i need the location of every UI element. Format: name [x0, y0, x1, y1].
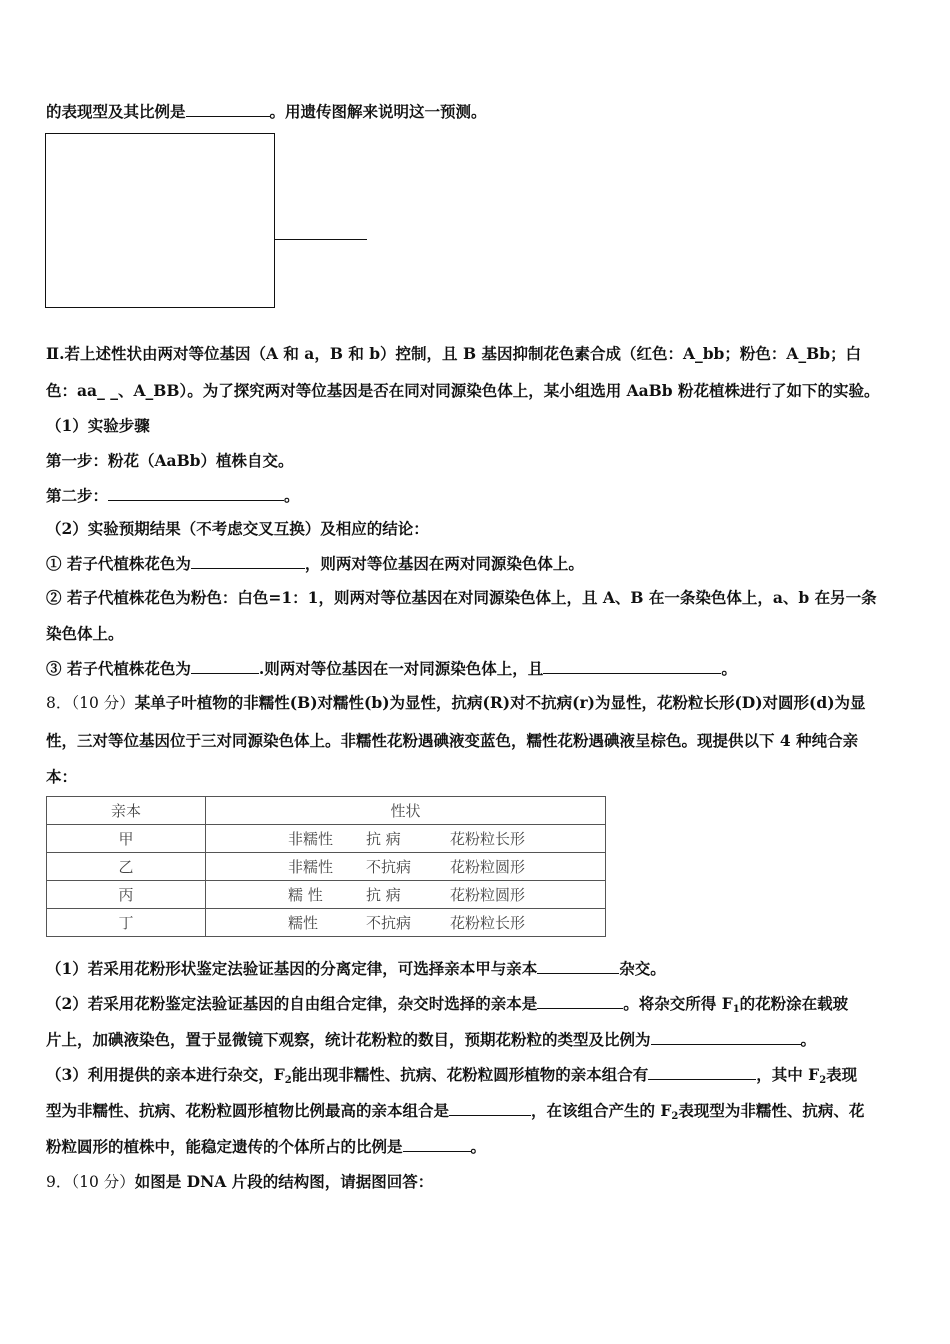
answer-blank[interactable] — [449, 1100, 531, 1116]
part2-intro-line1: Ⅱ.若上述性状由两对等位基因（A 和 a，B 和 b）控制，且 B 基因抑制花色素合成（红色：A_bb；粉色：A_Bb；白 — [46, 344, 862, 363]
q8-sub1: （1）若采用花粉形状鉴定法验证基因的分离定律，可选择亲本甲与亲本 杂交。 — [46, 959, 666, 978]
genetic-diagram-box[interactable] — [45, 133, 275, 308]
answer-blank[interactable] — [537, 958, 619, 974]
question-score: （10 分） — [71, 1173, 135, 1191]
q8-sub3-line1: （3）利用提供的亲本进行杂交，$F_2$能出现非糯性、抗病、花粉粒圆形植物的亲本组合有 ，其中 $F_2$表现 — [46, 1065, 858, 1086]
q8-line2: 性，三对等位基因位于三对同源染色体上。非糯性花粉遇碘液变蓝色，糯性花粉遇碘液呈棕色。现提供以下 4 种纯合亲 — [46, 731, 859, 750]
q8-sub2-line1: （2）若采用花粉鉴定法验证基因的自由组合定律，杂交时选择的亲本是 。将杂交所得 $F_1$的花粉涂在载玻 — [46, 994, 849, 1015]
question-number: 9． — [46, 1173, 72, 1191]
step2: 第二步： 。 — [46, 486, 300, 505]
table-row: 甲 非糯性 抗 病 花粉粒长形 — [47, 825, 606, 853]
step-heading: （1）实验步骤 — [46, 416, 150, 435]
answer-blank[interactable] — [648, 1064, 756, 1080]
table-row: 乙 非糯性 不抗病 花粉粒圆形 — [47, 853, 606, 881]
q8-line1: 8．（10 分）某单子叶植物的非糯性(B)对糯性(b)为显性，抗病(R)对不抗病(r)为显性，花粉粒长形(D)对圆形(d)为显 — [46, 693, 866, 712]
result-3: ③ 若子代植株花色为 .则两对等位基因在一对同源染色体上，且 。 — [46, 659, 737, 678]
answer-blank[interactable] — [191, 658, 259, 674]
q9-line1: 9．（10 分）如图是 DNA 片段的结构图，请据图回答： — [46, 1172, 434, 1191]
table-row: 丙 糯 性 抗 病 花粉粒圆形 — [47, 881, 606, 909]
part2-intro-line2: 色：aa_ _、A_BB）。为了探究两对等位基因是否在同对同源染色体上，某小组选用 AaBb 粉花植株进行了如下的实验。 — [46, 381, 880, 400]
q8-sub3-line3: 粉粒圆形的植株中，能稳定遗传的个体所占的比例是 。 — [46, 1137, 487, 1156]
q8-line3: 本： — [46, 767, 78, 786]
answer-blank[interactable] — [403, 1136, 471, 1152]
table-row: 丁 糯性 不抗病 花粉粒长形 — [47, 909, 606, 937]
answer-blank[interactable] — [537, 993, 623, 1009]
answer-blank[interactable] — [651, 1029, 801, 1045]
q8-sub2-line2: 片上，加碘液染色，置于显微镜下观察，统计花粉粒的数目，预期花粉粒的类型及比例为 。 — [46, 1030, 817, 1049]
result-1: ① 若子代植株花色为 ，则两对等位基因在两对同源染色体上。 — [46, 554, 584, 573]
answer-blank[interactable] — [543, 658, 721, 674]
result-heading: （2）实验预期结果（不考虑交叉互换）及相应的结论： — [46, 519, 429, 538]
header-parent: 亲本 — [47, 797, 206, 825]
answer-blank[interactable] — [108, 485, 284, 501]
header-traits: 性状 — [206, 797, 606, 825]
parent-traits-table — [46, 796, 606, 937]
step1: 第一步：粉花（AaBb）植株自交。 — [46, 451, 294, 470]
question-number: 8． — [46, 694, 72, 712]
question-score: （10 分） — [71, 694, 135, 712]
answer-blank[interactable] — [191, 553, 305, 569]
table-header-row — [47, 797, 606, 825]
answer-blank[interactable] — [186, 101, 270, 117]
q8-sub3-line2: 型为非糯性、抗病、花粉粒圆形植物比例最高的亲本组合是 ，在该组合产生的 $F_2$表现型为非糯性、抗病、花 — [46, 1101, 865, 1122]
diagram-blank-line — [274, 239, 367, 240]
line-phenotype-ratio: 的表现型及其比例是 。用遗传图解来说明这一预测。 — [46, 102, 487, 121]
result-2-line1: ② 若子代植株花色为粉色：白色=1：1，则两对等位基因在对同源染色体上，且 A、B 在一条染色体上，a、b 在另一条 — [46, 588, 877, 607]
result-2-line2: 染色体上。 — [46, 624, 124, 643]
